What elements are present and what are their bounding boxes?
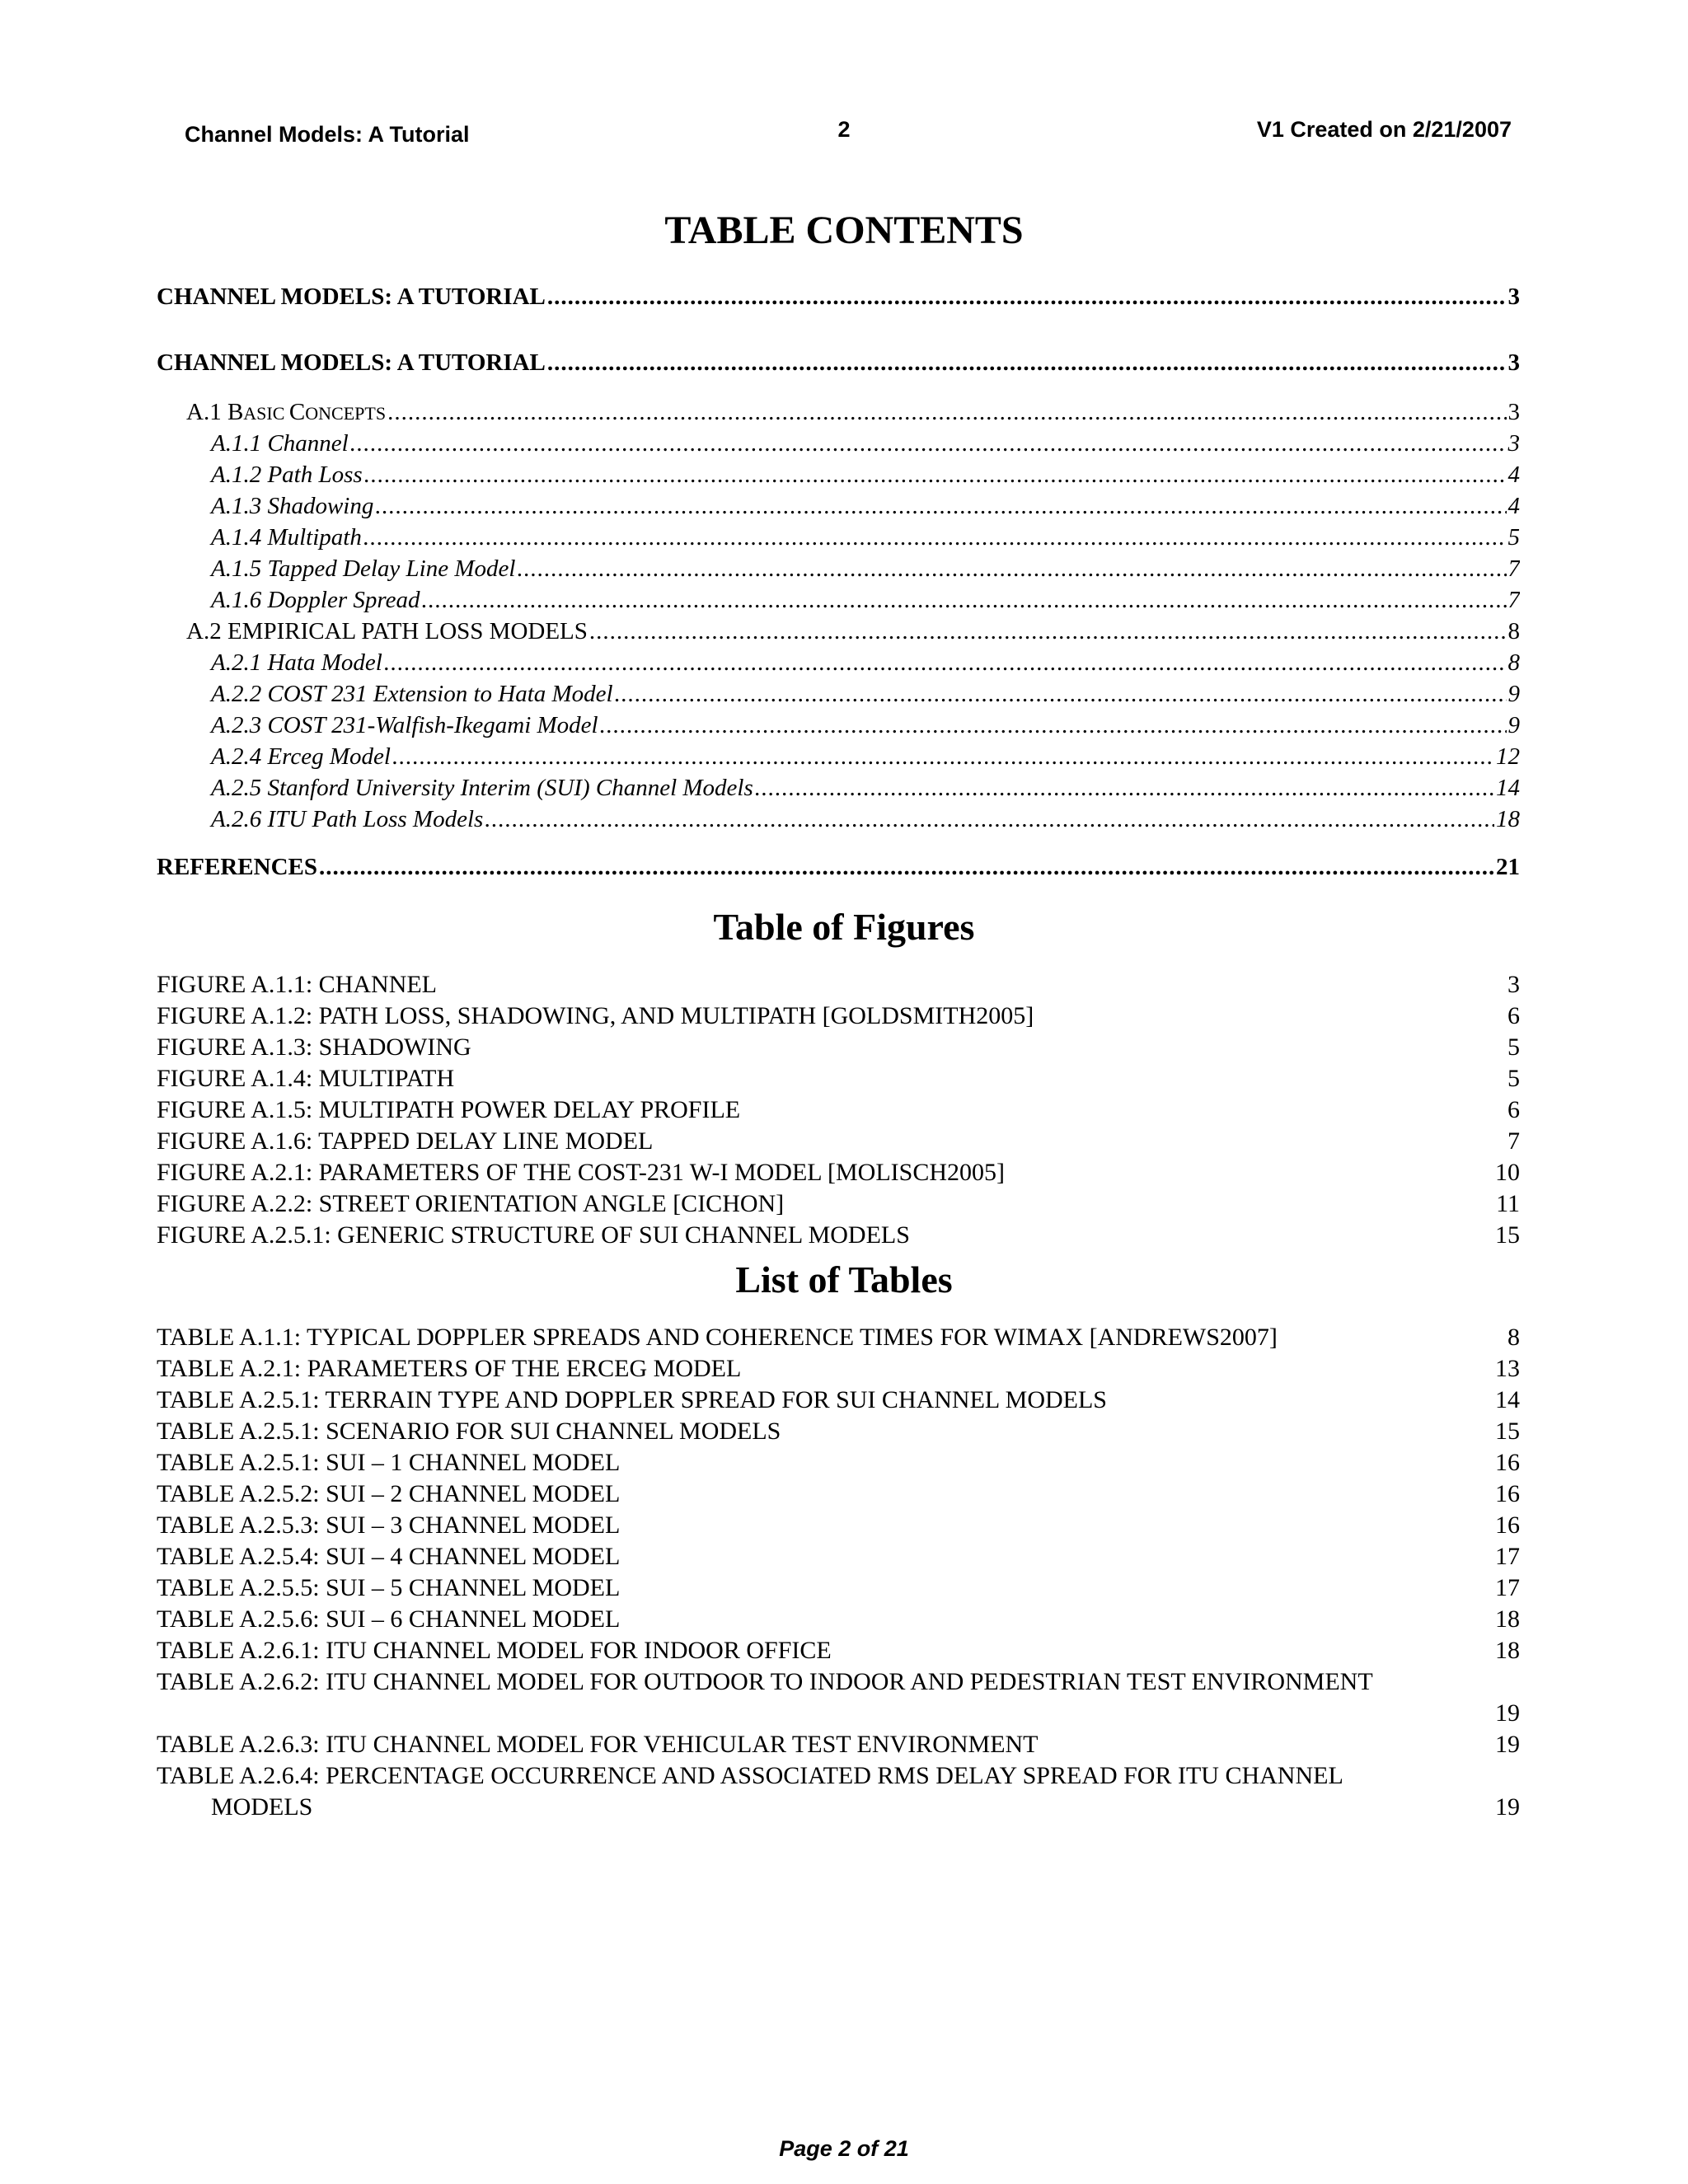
figure-entry[interactable]: FIGURE A.1.5: MULTIPATH POWER DELAY PROFILE 6 (157, 1096, 1520, 1123)
table-entry[interactable]: TABLE A.2.5.3: SUI – 3 CHANNEL MODEL 16 (157, 1511, 1520, 1539)
table-entry[interactable]: TABLE A.2.5.1: TERRAIN TYPE AND DOPPLER SPREAD FOR SUI CHANNEL MODELS 14 (157, 1386, 1520, 1413)
toc-entry[interactable]: A.2.6 ITU Path Loss Models ..... 18 (157, 806, 1520, 839)
table-entry[interactable]: TABLE A.2.5.4: SUI – 4 CHANNEL MODEL 17 (157, 1543, 1520, 1570)
toc-entry[interactable]: A.2.5 Stanford University Interim (SUI) Channel Models ..... 14 (157, 775, 1520, 808)
toc-entry[interactable]: A.2 EMPIRICAL PATH LOSS MODELS ..... 8 (157, 618, 1520, 651)
figure-entry[interactable]: FIGURE A.1.4: MULTIPATH 5 (157, 1065, 1520, 1092)
header-document-title: Channel Models: A Tutorial (185, 122, 470, 147)
table-entry[interactable]: TABLE A.2.6.1: ITU CHANNEL MODEL FOR INDOOR OFFICE 18 (157, 1637, 1520, 1664)
toc-entry[interactable]: A.1.5 Tapped Delay Line Model ..... 7 (157, 555, 1520, 588)
table-entry[interactable]: TABLE A.2.5.1: SCENARIO FOR SUI CHANNEL MODELS 15 (157, 1418, 1520, 1445)
toc-entry[interactable]: A.1.4 Multipath ..... 5 (157, 524, 1520, 557)
figure-entry[interactable]: FIGURE A.1.2: PATH LOSS, SHADOWING, AND MULTIPATH [GOLDSMITH2005] 6 (157, 1002, 1520, 1029)
toc-entry[interactable]: A.1.6 Doppler Spread ..... 7 (157, 587, 1520, 620)
table-entry[interactable]: TABLE A.2.6.4: PERCENTAGE OCCURRENCE AND ASSOCIATED RMS DELAY SPREAD FOR ITU CHANNEL MODELS 19 (157, 1762, 1520, 1821)
toc-entry[interactable]: A.2.1 Hata Model ..... 8 (157, 649, 1520, 682)
figures-heading: Table of Figures (713, 906, 975, 948)
header-page-number: 2 (837, 117, 851, 142)
toc-heading: TABLE CONTENTS (664, 209, 1024, 252)
table-entry[interactable]: TABLE A.1.1: TYPICAL DOPPLER SPREADS AND COHERENCE TIMES FOR WIMAX [ANDREWS2007] 8 (157, 1324, 1520, 1351)
toc-entry[interactable]: A.2.4 Erceg Model ..... 12 (157, 743, 1520, 776)
figure-entry[interactable]: FIGURE A.1.6: TAPPED DELAY LINE MODEL 7 (157, 1127, 1520, 1155)
header-version-date: V1 Created on 2/21/2007 (1256, 117, 1512, 142)
figure-entry[interactable]: FIGURE A.2.2: STREET ORIENTATION ANGLE [CICHON] 11 (157, 1190, 1520, 1217)
table-entry[interactable]: TABLE A.2.6.2: ITU CHANNEL MODEL FOR OUTDOOR TO INDOOR AND PEDESTRIAN TEST ENVIRONMENT 19 (157, 1668, 1520, 1727)
figure-entry[interactable]: FIGURE A.2.1: PARAMETERS OF THE COST-231 W-I MODEL [MOLISCH2005] 10 (157, 1159, 1520, 1186)
toc-entry[interactable]: CHANNEL MODELS: A TUTORIAL ..... 3 (157, 349, 1520, 382)
toc-entry[interactable]: A.1.3 Shadowing ..... 4 (157, 493, 1520, 526)
table-entry[interactable]: TABLE A.2.5.5: SUI – 5 CHANNEL MODEL 17 (157, 1574, 1520, 1601)
page-footer: Page 2 of 21 (779, 2136, 909, 2161)
toc-entry[interactable]: REFERENCES ..... 21 (157, 854, 1520, 887)
table-entry[interactable]: TABLE A.2.5.1: SUI – 1 CHANNEL MODEL 16 (157, 1449, 1520, 1476)
toc-entry[interactable]: A.1 BASIC CONCEPTS ..... 3 (157, 399, 1520, 432)
table-entry[interactable]: TABLE A.2.5.2: SUI – 2 CHANNEL MODEL 16 (157, 1480, 1520, 1507)
toc-entry[interactable]: A.1.1 Channel ..... 3 (157, 430, 1520, 463)
toc-entry[interactable]: A.1.2 Path Loss ..... 4 (157, 462, 1520, 494)
table-entry[interactable]: TABLE A.2.6.3: ITU CHANNEL MODEL FOR VEHICULAR TEST ENVIRONMENT 19 (157, 1731, 1520, 1758)
tables-heading: List of Tables (735, 1258, 953, 1301)
figure-entry[interactable]: FIGURE A.1.1: CHANNEL 3 (157, 971, 1520, 998)
figure-entry[interactable]: FIGURE A.2.5.1: GENERIC STRUCTURE OF SUI CHANNEL MODELS 15 (157, 1221, 1520, 1249)
toc-entry[interactable]: A.2.2 COST 231 Extension to Hata Model ..... 9 (157, 681, 1520, 714)
figure-entry[interactable]: FIGURE A.1.3: SHADOWING 5 (157, 1033, 1520, 1061)
table-entry[interactable]: TABLE A.2.1: PARAMETERS OF THE ERCEG MODEL 13 (157, 1355, 1520, 1382)
toc-entry[interactable]: CHANNEL MODELS: A TUTORIAL ..... 3 (157, 284, 1520, 316)
toc-entry[interactable]: A.2.3 COST 231-Walfish-Ikegami Model ..... 9 (157, 712, 1520, 745)
table-entry[interactable]: TABLE A.2.5.6: SUI – 6 CHANNEL MODEL 18 (157, 1605, 1520, 1633)
